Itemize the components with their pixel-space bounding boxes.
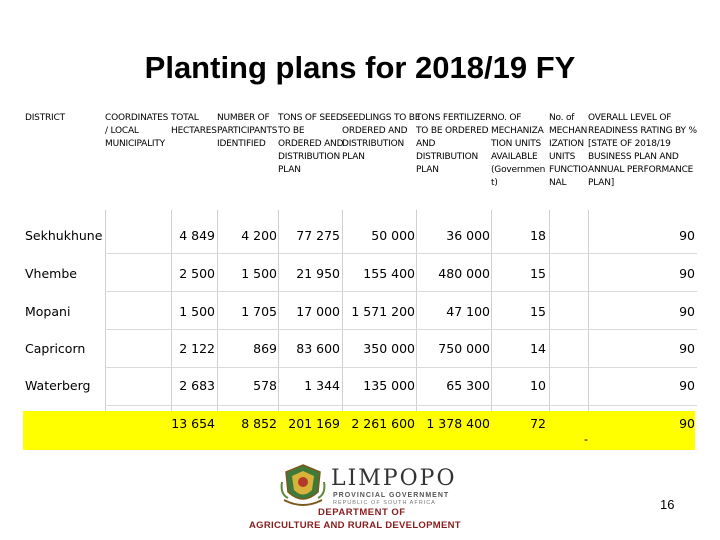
page-number: 16	[660, 497, 675, 512]
cell-seed: 77 275	[296, 228, 340, 243]
row-divider	[105, 253, 697, 254]
header-total-hectares: TOTAL HECTARES	[171, 113, 217, 136]
cell-hectares: 1 500	[179, 304, 215, 319]
header-participants: NUMBER OF PARTICIPANTS IDENTIFIED	[217, 113, 278, 149]
header-district: DISTRICT	[25, 113, 65, 123]
total-fertilizer: 1 378 400	[426, 416, 490, 431]
cell-readiness: 90	[679, 378, 695, 393]
cell-seed: 21 950	[296, 266, 340, 281]
cell-hectares: 2 683	[179, 378, 215, 393]
header-mech-units: NO. OF MECHANIZA TION UNITS AVAILABLE (Governmen t)	[491, 113, 546, 188]
cell-mech-units: 14	[530, 341, 546, 356]
header-tons-seed: TONS OF SEED TO BE ORDERED AND DISTRIBUTION PLAN	[278, 113, 344, 175]
cell-hectares: 2 122	[179, 341, 215, 356]
slide-title: Planting plans for 2018/19 FY	[144, 50, 576, 85]
cell-participants: 578	[253, 378, 277, 393]
brand-subtitle: PROVINCIAL GOVERNMENT	[333, 492, 450, 499]
cell-readiness: 90	[679, 304, 695, 319]
total-mech-units: 72	[530, 416, 546, 431]
department-line-2: AGRICULTURE AND RURAL DEVELOPMENT	[249, 520, 461, 531]
cell-seedlings: 135 000	[363, 378, 415, 393]
cell-district: Vhembe	[25, 266, 77, 281]
cell-district: Sekhukhune	[25, 228, 103, 243]
cell-fertilizer: 750 000	[438, 341, 490, 356]
cell-seed: 83 600	[296, 341, 340, 356]
total-hectares: 13 654	[171, 416, 215, 431]
header-seedlings: SEEDLINGS TO BE ORDERED AND DISTRIBUTION PLAN	[342, 113, 421, 162]
cell-mech-units: 15	[530, 304, 546, 319]
total-functional-mark: -	[584, 432, 588, 446]
cell-mech-units: 10	[530, 378, 546, 393]
department-line-1: DEPARTMENT OF	[318, 507, 406, 518]
coat-of-arms-logo	[280, 462, 326, 510]
cell-mech-units: 15	[530, 266, 546, 281]
row-divider	[105, 329, 697, 330]
row-divider	[105, 291, 697, 292]
cell-participants: 869	[253, 341, 277, 356]
cell-participants: 4 200	[241, 228, 277, 243]
header-fertilizer: TONS FERTILIZER TO BE ORDERED AND DISTRIBUTION PLAN	[416, 113, 492, 175]
total-participants: 8 852	[241, 416, 277, 431]
header-coordinates: COORDINATES / LOCAL MUNICIPALITY	[105, 113, 169, 149]
brand-name: LIMPOPO	[331, 466, 457, 491]
brand-country: REPUBLIC OF SOUTH AFRICA	[333, 500, 436, 506]
cell-seed: 1 344	[304, 378, 340, 393]
cell-fertilizer: 36 000	[446, 228, 490, 243]
total-seed: 201 169	[288, 416, 340, 431]
total-seedlings: 2 261 600	[351, 416, 415, 431]
row-divider	[105, 367, 697, 368]
cell-seed: 17 000	[296, 304, 340, 319]
cell-seedlings: 350 000	[363, 341, 415, 356]
cell-fertilizer: 480 000	[438, 266, 490, 281]
cell-readiness: 90	[679, 341, 695, 356]
cell-fertilizer: 65 300	[446, 378, 490, 393]
cell-seedlings: 155 400	[363, 266, 415, 281]
cell-readiness: 90	[679, 266, 695, 281]
cell-participants: 1 705	[241, 304, 277, 319]
cell-district: Capricorn	[25, 341, 86, 356]
cell-hectares: 2 500	[179, 266, 215, 281]
cell-district: Mopani	[25, 304, 71, 319]
cell-participants: 1 500	[241, 266, 277, 281]
cell-fertilizer: 47 100	[446, 304, 490, 319]
row-divider	[105, 405, 697, 406]
header-mech-functional: No. of MECHAN IZATION UNITS FUNCTIO NAL	[549, 113, 588, 188]
total-readiness: 90	[679, 416, 695, 431]
cell-hectares: 4 849	[179, 228, 215, 243]
header-readiness: OVERALL LEVEL OF READINESS RATING BY % [STATE OF 2018/19 BUSINESS PLAN AND ANNUAL PERFORMANCE PLAN]	[588, 113, 697, 188]
cell-readiness: 90	[679, 228, 695, 243]
cell-mech-units: 18	[530, 228, 546, 243]
cell-district: Waterberg	[25, 378, 91, 393]
cell-seedlings: 50 000	[371, 228, 415, 243]
cell-seedlings: 1 571 200	[351, 304, 415, 319]
